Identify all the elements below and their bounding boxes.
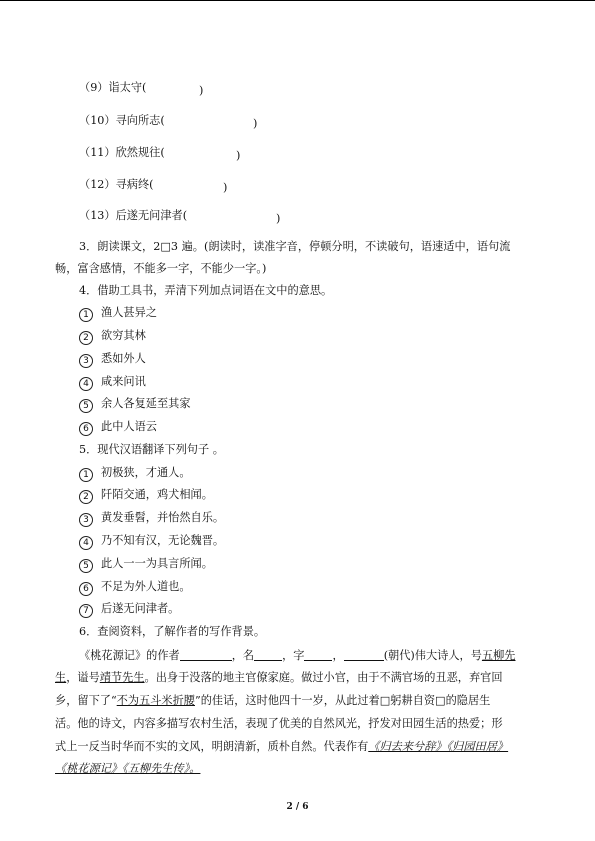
q6-line3: 乡，留下了“不为五斗米折腰”的佳话，这时他四十一岁，从此过着□躬耕自资□的隐居生 xyxy=(55,694,491,707)
circled-number: 2 xyxy=(79,331,93,345)
list-item: 3 黄发垂髫，并怡然自乐。 xyxy=(79,511,224,527)
q6-line2: 生，谥号靖节先生。出身于没落的地主官僚家庭。做过小官，由于不满官场的丑恶，弃官回 xyxy=(55,671,503,684)
circled-number: 7 xyxy=(79,604,93,618)
list-item: 6 不足为外人道也。 xyxy=(79,580,191,596)
circled-number: 4 xyxy=(79,377,93,391)
question-6-title: 6．查阅资料，了解作者的写作背景。 xyxy=(79,625,266,638)
list-item: 3 悉如外人 xyxy=(79,352,146,368)
list-item: 6 此中人语云 xyxy=(79,420,157,436)
q6-line6: 《桃花源记》《五柳先生传》。 xyxy=(55,762,201,775)
question-12-close: ) xyxy=(223,181,228,194)
list-item: 4 咸来问讯 xyxy=(79,375,146,391)
list-item: 2 阡陌交通，鸡犬相闻。 xyxy=(79,488,213,504)
circled-number: 5 xyxy=(79,559,93,573)
circled-number: 6 xyxy=(79,582,93,596)
top-border-line xyxy=(0,0,595,1)
question-11: （11）欣然规往( xyxy=(79,146,165,159)
circled-number: 4 xyxy=(79,536,93,550)
fill-blank[interactable] xyxy=(304,648,332,661)
question-13-close: ) xyxy=(276,212,281,225)
circled-number: 3 xyxy=(79,513,93,527)
list-item: 5 余人各复延至其家 xyxy=(79,397,191,413)
fill-blank[interactable] xyxy=(254,648,282,661)
question-4-title: 4．借助工具书，弄清下列加点词语在文中的意思。 xyxy=(79,284,333,297)
circled-number: 1 xyxy=(79,308,93,322)
question-3-line2: 畅，富含感情，不能多一字，不能少一字。) xyxy=(55,262,267,275)
list-item: 1 初极狭，才通人。 xyxy=(79,466,191,482)
list-item: 7 后遂无问津者。 xyxy=(79,602,179,618)
question-3-line1: 3．朗读课文，2□3 遍。(朗读时，读准字音，停顿分明，不读破句，语速适中，语句流 xyxy=(79,240,511,253)
list-item: 1 渔人甚异之 xyxy=(79,306,157,322)
circled-number: 1 xyxy=(79,468,93,482)
list-item: 2 欲穷其林 xyxy=(79,329,146,345)
question-10-close: ) xyxy=(253,117,258,130)
circled-number: 6 xyxy=(79,422,93,436)
circled-number: 3 xyxy=(79,354,93,368)
question-5-title: 5．现代汉语翻译下列句子 。 xyxy=(79,443,224,456)
circled-number: 2 xyxy=(79,490,93,504)
q6-line5: 式上一反当时华而不实的文风，明朗清新，质朴自然。代表作有《归去来兮辞》《归园田居》 xyxy=(55,740,509,753)
q6-line1: 《桃花源记》的作者 ，名 ，字 ， (朝代)伟大诗人，号五柳先 xyxy=(79,649,516,662)
q6-line4: 活。他的诗文，内容多描写农村生活，表现了优美的自然风光，抒发对田园生活的热爱；形 xyxy=(55,717,503,730)
page-number: 2 / 6 xyxy=(286,802,309,812)
list-item: 4 乃不知有汉，无论魏晋。 xyxy=(79,534,224,550)
fill-blank[interactable] xyxy=(180,648,232,661)
question-10: （10）寻向所志( xyxy=(79,114,165,127)
list-item: 5 此人一一为具言所闻。 xyxy=(79,557,213,573)
question-9: （9）诣太守( xyxy=(79,81,147,94)
question-9-close: ) xyxy=(199,84,204,97)
circled-number: 5 xyxy=(79,399,93,413)
question-13: （13）后遂无问津者( xyxy=(79,209,188,222)
fill-blank[interactable] xyxy=(344,648,384,661)
question-11-close: ) xyxy=(236,149,241,162)
question-12: （12）寻病终( xyxy=(79,178,154,191)
